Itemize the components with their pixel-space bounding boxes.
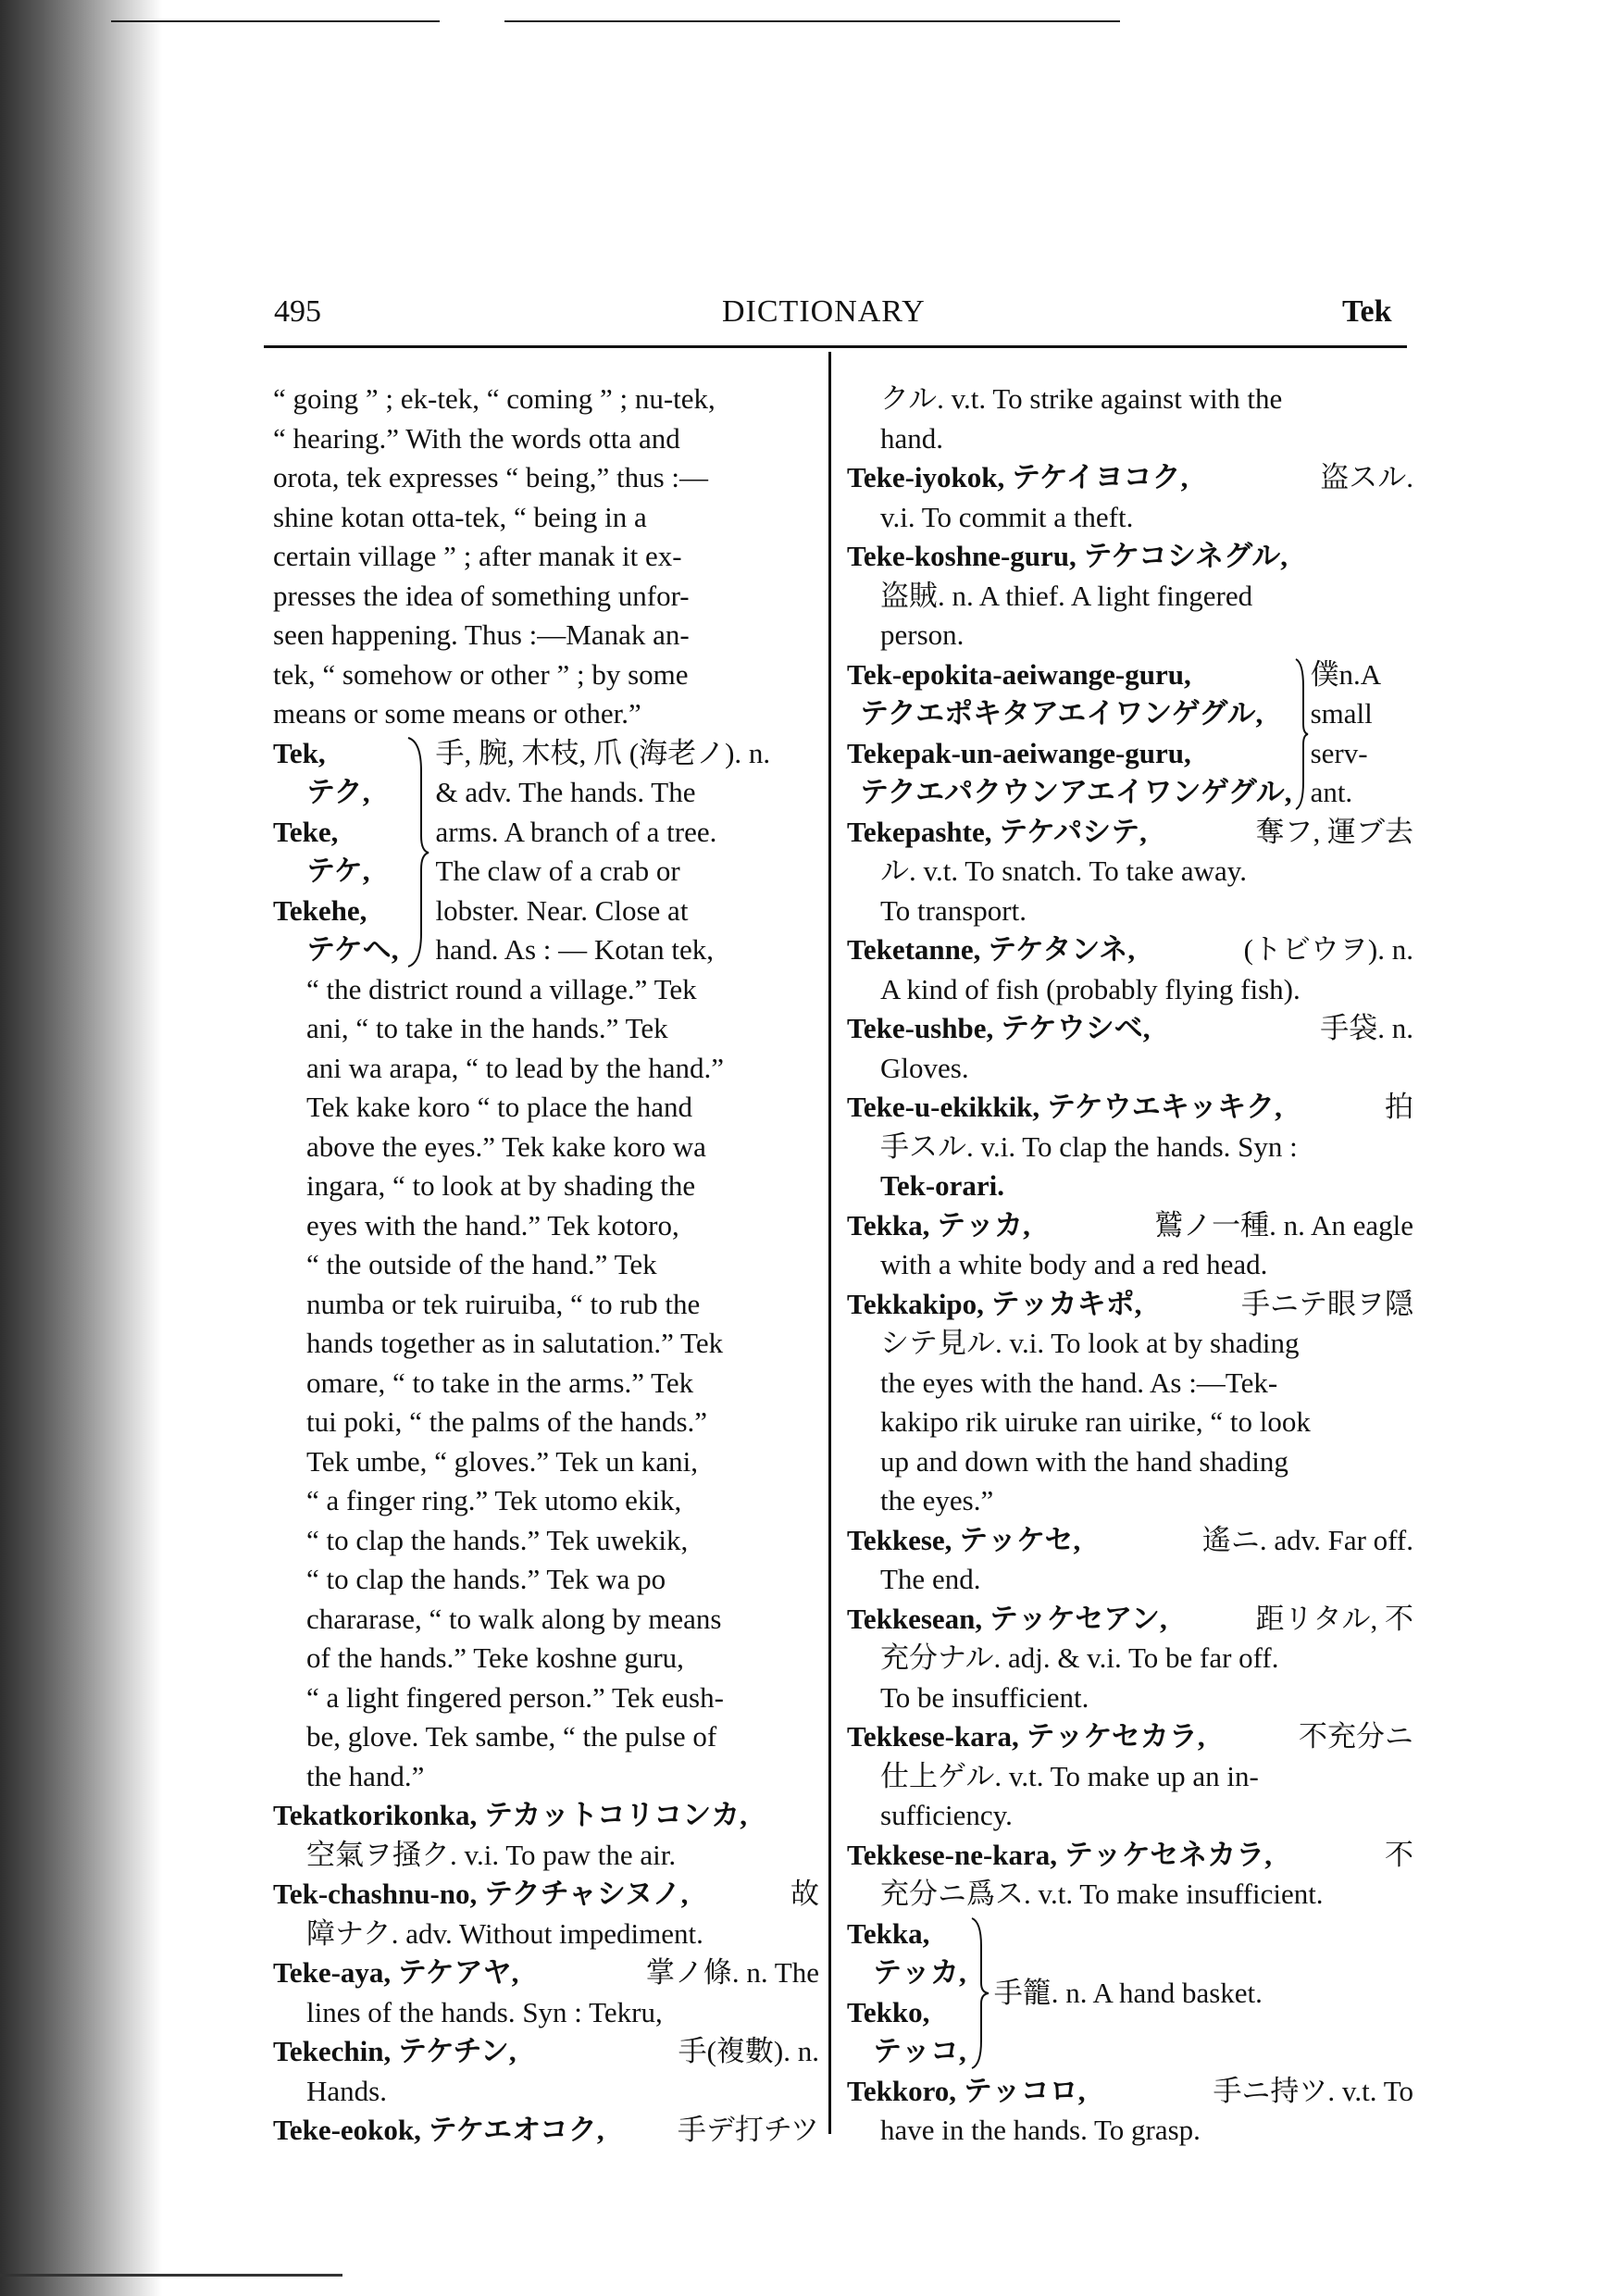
headword: Tekehe, (273, 893, 367, 927)
headword-kana: テクエパクウンアエイワンゲグル, (860, 776, 1292, 808)
text-line: Tek-orari. (880, 1169, 1005, 1202)
text-line: Gloves. (880, 1051, 969, 1084)
definition-group (436, 734, 819, 970)
text-line: To transport. (880, 893, 1027, 927)
entry-headline (847, 1088, 1413, 1128)
entry-headline (273, 2032, 819, 2072)
text-line: “ the outside of the hand.” Tek (306, 1248, 657, 1280)
text-line: “ hearing.” With the words otta and (273, 421, 680, 455)
headword-kana: テッカ, (873, 1956, 966, 1989)
text-line: numba or tek ruiruiba, “ to rub the (306, 1287, 701, 1320)
headword-kana: テクエポキタアエイワンゲグル, (860, 697, 1263, 730)
entry-headline (847, 813, 1413, 853)
text-line: the hand.” (306, 1759, 425, 1792)
text-line: be, glove. Tek sambe, “ the pulse of (306, 1720, 717, 1753)
text-line: 充分ナル. adj. & v.i. To be far off. (880, 1641, 1279, 1674)
text-line: 障ナク. adv. Without impediment. (306, 1916, 703, 1950)
headword-kana: テケチン, (397, 2035, 517, 2067)
headword-group (847, 1915, 966, 2072)
header-rule (264, 345, 1407, 348)
top-edge-rule (504, 20, 1120, 22)
entry-tek (273, 734, 819, 970)
headword: Teke, (273, 815, 339, 848)
definition-group (1311, 655, 1413, 813)
headword-kana: テッカキポ, (990, 1287, 1142, 1320)
text-line: シテ見ル. v.i. To look at by shading (880, 1327, 1300, 1359)
headword-kana: テッケセネカラ, (1064, 1838, 1272, 1871)
entry-headline (847, 1009, 1413, 1049)
text-line: kakipo rik uiruke ran uirike, “ to look (880, 1405, 1311, 1438)
headword-kana: テケアヤ, (397, 1956, 519, 1989)
headword-kana: テケイヨコク, (1012, 461, 1189, 493)
entry-headline (847, 458, 1413, 498)
guide-word: Tek (1342, 294, 1392, 329)
headword: Tekkese-ne-kara, (847, 1838, 1058, 1871)
text-line: 盗賊. n. A thief. A light fingered (880, 579, 1253, 612)
text-line: “ a finger ring.” Tek utomo ekik, (306, 1484, 682, 1516)
headword: Tekkese, (847, 1523, 952, 1556)
text-line: sufficiency. (880, 1799, 1013, 1831)
text-line: serv- (1310, 736, 1368, 769)
running-title: DICTIONARY (722, 294, 926, 329)
text-line: eyes with the hand.” Tek kotoro, (306, 1208, 679, 1242)
text-line: orota, tek expresses “ being,” thus :— (273, 461, 709, 493)
text-line: arms. A branch of a tree. (435, 815, 717, 848)
headword-kana: テケ, (306, 855, 370, 887)
entry-gloss: 手ニテ眼ヲ隠 (1241, 1287, 1413, 1320)
headword-kana: テッコロ, (963, 2074, 1086, 2107)
text-line: ani, “ to take in the hands.” Tek (306, 1012, 668, 1044)
entry-gloss: (トビウヲ). n. (1243, 933, 1413, 966)
bottom-edge-rule (0, 2274, 342, 2277)
text-line: “ going ” ; ek-tek, “ coming ” ; nu-tek, (273, 382, 716, 415)
headword: Tek-epokita-aeiwange-guru, (847, 657, 1191, 691)
entry-gloss: 故 (790, 1878, 819, 1910)
brace-icon (1294, 655, 1309, 813)
text-line: tek, “ somehow or other ” ; by some (273, 657, 689, 691)
entry-gloss: 掌ノ條. n. The (645, 1956, 819, 1989)
text-line: & adv. The hands. The (435, 776, 696, 808)
text-line: omare, “ to take in the arms.” Tek (306, 1366, 694, 1399)
headword: Tekka, (847, 1916, 930, 1950)
headword-kana: テケヘ, (306, 933, 399, 966)
text-line: 手, 腕, 木枝, 爪 (海老ノ). n. (435, 736, 771, 769)
entry-headline (273, 1796, 819, 1836)
entry-headline (847, 1836, 1413, 1876)
headword: Teke-ushbe, (847, 1012, 994, 1044)
text-line: クル. v.t. To strike against with the (880, 382, 1283, 415)
top-edge-rule (111, 20, 440, 22)
text-line: 仕上ゲル. v.t. To make up an in- (880, 1759, 1259, 1792)
entry-gloss: 不 (1385, 1838, 1413, 1871)
headword-kana: テケウシベ, (1000, 1012, 1151, 1044)
continued-entry (273, 380, 819, 734)
text-line: with a white body and a red head. (880, 1248, 1268, 1280)
text-line: “ to clap the hands.” Tek uwekik, (306, 1523, 689, 1556)
headword: Tekepak-un-aeiwange-guru, (847, 736, 1191, 769)
headword: Teke-iyokok, (847, 461, 1005, 493)
headword: Tekepashte, (847, 815, 992, 848)
text-line: the eyes with the hand. As :—Tek- (880, 1366, 1278, 1399)
entry-headline (847, 2072, 1413, 2112)
headword-kana: テッケセ, (959, 1523, 1081, 1556)
text-line: 充分ニ爲ス. v.t. To make insufficient. (880, 1878, 1324, 1910)
text-line: Hands. (306, 2074, 387, 2107)
headword: Tekkoro, (847, 2074, 957, 2107)
entry-gloss: 盗スル. (1320, 461, 1413, 493)
entry-tek-examples (273, 970, 819, 1797)
headword-kana: テケエオコク, (428, 2114, 604, 2146)
headword: Tek, (273, 736, 326, 769)
entry-headline (847, 1206, 1413, 1246)
headword-kana: テケウエキッキク, (1046, 1091, 1282, 1123)
text-line: hands together as in salutation.” Tek (306, 1327, 724, 1359)
entry-headline (273, 1875, 819, 1915)
right-column (847, 380, 1413, 2151)
headword: Teke-aya, (273, 1956, 392, 1989)
text-line: ani wa arapa, “ to lead by the hand.” (306, 1051, 725, 1084)
headword-kana: テッケセアン, (989, 1602, 1167, 1635)
headword-kana: テッケセカラ, (1026, 1720, 1205, 1753)
entry-gloss: 鷲ノ一種. n. An eagle (1154, 1208, 1413, 1242)
entry-headline (847, 1285, 1413, 1325)
headword: Tekko, (847, 1995, 930, 2028)
entry-headline (847, 930, 1413, 970)
entry-headline (847, 537, 1413, 577)
headword-group (847, 655, 1292, 813)
headword-kana: テッカ, (937, 1208, 1030, 1242)
headword: Tekatkorikonka, (273, 1799, 478, 1831)
headword: Tekechin, (273, 2035, 392, 2067)
text-line: ant. (1310, 776, 1353, 808)
entry-headline (273, 2111, 819, 2151)
text-line: above the eyes.” Tek kake koro wa (306, 1129, 706, 1163)
brace-icon (404, 734, 430, 970)
entry-headline (847, 1600, 1413, 1640)
headword: Teketanne, (847, 933, 981, 966)
text-line: up and down with the hand shading (880, 1444, 1288, 1478)
text-line: The claw of a crab or (435, 855, 680, 887)
text-line: “ to clap the hands.” Tek wa po (306, 1563, 666, 1595)
headword-kana: テッコ, (873, 2035, 966, 2067)
headword: Tekkakipo, (847, 1287, 984, 1320)
entry-headline (847, 1717, 1413, 1757)
text-line: person. (880, 618, 965, 651)
headword: Teke-eokok, (273, 2114, 421, 2146)
entry-gloss: 遙ニ. adv. Far off. (1201, 1523, 1413, 1556)
text-line: small (1310, 697, 1373, 730)
entry-gloss: 不充分ニ (1299, 1720, 1413, 1753)
entry-servant (847, 655, 1413, 813)
entry-gloss: 距リタル, 不 (1255, 1602, 1413, 1635)
headword: Tekka, (847, 1208, 930, 1242)
headword: Teke-koshne-guru, (847, 540, 1077, 572)
text-line: hand. (880, 421, 944, 455)
headword-kana: テケパシテ, (999, 815, 1147, 848)
text-line: 手スル. v.i. To clap the hands. Syn : (880, 1129, 1298, 1163)
entry-basket (847, 1915, 1413, 2072)
entry-headline (847, 1521, 1413, 1561)
left-column (273, 380, 819, 2151)
entry-gloss: 手(複數). n. (678, 2035, 819, 2067)
text-line: lobster. Near. Close at (435, 893, 689, 927)
text-line: hand. As : — Kotan tek, (435, 933, 715, 966)
headword-kana: テケタンネ, (988, 933, 1136, 966)
text-line: “ the district round a village.” Tek (306, 972, 697, 1005)
text-line: 僕n.A (1310, 657, 1382, 691)
text-line: Tek kake koro “ to place the hand (306, 1091, 693, 1123)
text-line: v.i. To commit a theft. (880, 500, 1134, 533)
headword: Teke-u-ekikkik, (847, 1091, 1040, 1123)
text-line: To be insufficient. (880, 1680, 1089, 1714)
entry-gloss: 手ニ持ツ. v.t. To (1213, 2074, 1413, 2107)
headword-group (273, 734, 399, 970)
text-line: “ a light fingered person.” Tek eush- (306, 1680, 724, 1714)
text-line: ル. v.t. To snatch. To take away. (880, 855, 1247, 887)
text-line: 空氣ヲ掻ク. v.i. To paw the air. (306, 1838, 677, 1871)
text-line: Tek umbe, “ gloves.” Tek un kani, (306, 1444, 698, 1478)
definition-group (994, 1915, 1413, 2014)
entry-gloss: 拍 (1385, 1091, 1413, 1123)
text-line: shine kotan otta-tek, “ being in a (273, 500, 647, 533)
text-line: ingara, “ to look at by shading the (306, 1169, 696, 1202)
entry-headline (273, 1953, 819, 1993)
text-line: The end. (880, 1563, 981, 1595)
text-line: means or some means or other.” (273, 697, 641, 730)
headword: Tekkesean, (847, 1602, 983, 1635)
column-divider (828, 352, 831, 2134)
text-line: 手籠. n. A hand basket. (993, 1976, 1263, 2009)
headword: Tekkese-kara, (847, 1720, 1019, 1753)
headword-kana: テカットコリコンカ, (484, 1799, 747, 1831)
text-line: chararase, “ to walk along by means (306, 1602, 722, 1635)
text-line: the eyes.” (880, 1484, 994, 1516)
text-line: of the hands.” Teke koshne guru, (306, 1641, 684, 1674)
text-line: tui poki, “ the palms of the hands.” (306, 1405, 708, 1438)
entry-gloss: 手袋. n. (1320, 1012, 1413, 1044)
text-line: A kind of fish (probably flying fish). (880, 972, 1301, 1005)
headword-kana: テケコシネグル, (1083, 540, 1288, 572)
entry-gloss: 手デ打チツ (677, 2114, 819, 2146)
page-number: 495 (274, 294, 321, 329)
headword-kana: テク, (306, 776, 370, 808)
headword-kana: テクチャシヌノ, (484, 1878, 689, 1910)
text-line: have in the hands. To grasp. (880, 2114, 1201, 2146)
text-line: certain village ” ; after manak it ex- (273, 540, 682, 572)
text-line: lines of the hands. Syn : Tekru, (306, 1995, 663, 2028)
brace-icon (970, 1915, 990, 2072)
text-line: presses the idea of something unfor- (273, 579, 690, 612)
text-line: seen happening. Thus :—Manak an- (273, 618, 690, 651)
book-spine-shadow (0, 0, 162, 2296)
entry-gloss: 奪フ, 運ブ去 (1255, 815, 1413, 848)
headword: Tek-chashnu-no, (273, 1878, 478, 1910)
